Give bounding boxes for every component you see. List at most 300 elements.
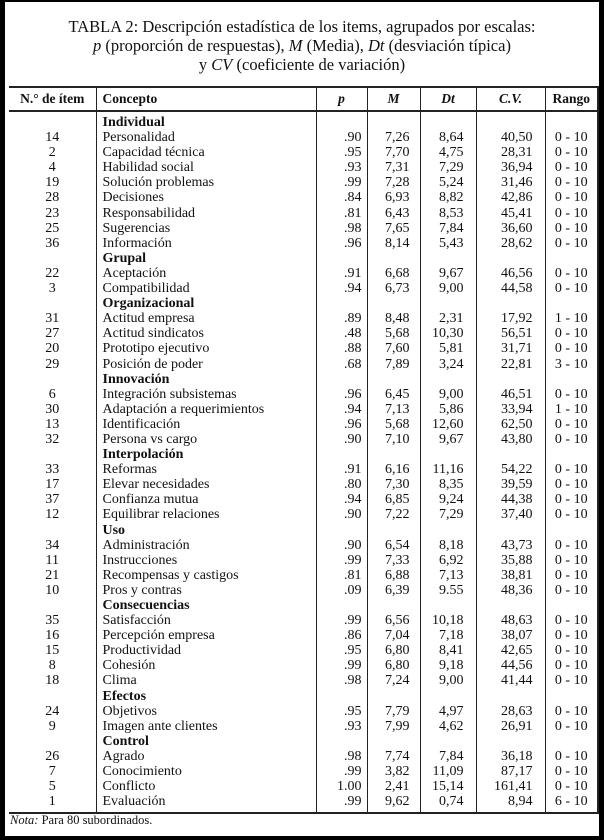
range-cell: 0 - 10 xyxy=(545,206,598,221)
cv-cell: 17,92 xyxy=(476,311,545,326)
mean-cell: 7,74 xyxy=(367,749,420,764)
item-number-cell: 22 xyxy=(9,266,96,281)
empty-cell xyxy=(9,111,96,130)
std-dev-cell: 5,86 xyxy=(420,402,476,417)
table-header-row xyxy=(9,87,598,111)
item-number-cell: 10 xyxy=(9,583,96,598)
std-dev-cell: 9,24 xyxy=(420,492,476,507)
group-header-row xyxy=(9,111,598,130)
p-cell: .93 xyxy=(316,160,367,175)
cv-cell: 44,58 xyxy=(476,281,545,296)
p-cell: .99 xyxy=(316,553,367,568)
group-name: Interpolación xyxy=(96,447,316,462)
table-row xyxy=(9,538,598,553)
concept-cell: Solución problemas xyxy=(96,175,316,190)
item-number-cell: 19 xyxy=(9,175,96,190)
range-cell: 0 - 10 xyxy=(545,281,598,296)
concept-cell: Actitud empresa xyxy=(96,311,316,326)
range-cell: 0 - 10 xyxy=(545,160,598,175)
item-number-cell: 33 xyxy=(9,462,96,477)
p-cell: .90 xyxy=(316,432,367,447)
mean-cell: 7,31 xyxy=(367,160,420,175)
std-dev-cell: 8,53 xyxy=(420,206,476,221)
empty-cell xyxy=(316,734,367,749)
empty-cell xyxy=(545,372,598,387)
group-name: Consecuencias xyxy=(96,598,316,613)
cv-cell: 161,41 xyxy=(476,779,545,794)
empty-cell xyxy=(316,372,367,387)
statistics-table xyxy=(9,86,599,814)
range-cell: 0 - 10 xyxy=(545,583,598,598)
mean-cell: 7,33 xyxy=(367,553,420,568)
cv-cell: 33,94 xyxy=(476,402,545,417)
std-dev-cell: 7,18 xyxy=(420,628,476,643)
table-row xyxy=(9,477,598,492)
empty-cell xyxy=(545,598,598,613)
std-dev-cell: 7,84 xyxy=(420,221,476,236)
table-row xyxy=(9,673,598,688)
p-cell: .88 xyxy=(316,341,367,356)
concept-cell: Confianza mutua xyxy=(96,492,316,507)
caption-cv-desc: (coeficiente de variación) xyxy=(232,55,406,74)
empty-cell xyxy=(476,598,545,613)
mean-cell: 6,80 xyxy=(367,643,420,658)
group-header-row xyxy=(9,251,598,266)
concept-cell: Objetivos xyxy=(96,704,316,719)
std-dev-cell: 8,35 xyxy=(420,477,476,492)
p-cell: .98 xyxy=(316,749,367,764)
p-cell: .96 xyxy=(316,417,367,432)
range-cell: 0 - 10 xyxy=(545,130,598,145)
cv-cell: 40,50 xyxy=(476,130,545,145)
range-cell: 0 - 10 xyxy=(545,145,598,160)
std-dev-cell: 7,13 xyxy=(420,568,476,583)
range-cell: 1 - 10 xyxy=(545,402,598,417)
item-number-cell: 2 xyxy=(9,145,96,160)
mean-cell: 6,45 xyxy=(367,387,420,402)
item-number-cell: 11 xyxy=(9,553,96,568)
header-std-dev: Dt xyxy=(420,87,476,111)
p-cell: .68 xyxy=(316,357,367,372)
concept-cell: Aceptación xyxy=(96,266,316,281)
empty-cell xyxy=(476,251,545,266)
p-cell: .90 xyxy=(316,507,367,522)
header-mean: M xyxy=(367,87,420,111)
table-row xyxy=(9,658,598,673)
empty-cell xyxy=(9,523,96,538)
std-dev-cell: 9,00 xyxy=(420,281,476,296)
mean-cell: 6,73 xyxy=(367,281,420,296)
empty-cell xyxy=(420,296,476,311)
std-dev-cell: 7,29 xyxy=(420,160,476,175)
p-cell: .90 xyxy=(316,538,367,553)
concept-cell: Posición de poder xyxy=(96,357,316,372)
std-dev-cell: 2,31 xyxy=(420,311,476,326)
empty-cell xyxy=(476,372,545,387)
cv-cell: 46,56 xyxy=(476,266,545,281)
cv-cell: 48,63 xyxy=(476,613,545,628)
symbol-cv: CV xyxy=(211,55,233,74)
range-cell: 0 - 10 xyxy=(545,613,598,628)
concept-cell: Habilidad social xyxy=(96,160,316,175)
range-cell: 0 - 10 xyxy=(545,764,598,779)
item-number-cell: 35 xyxy=(9,613,96,628)
table-row xyxy=(9,492,598,507)
range-cell: 0 - 10 xyxy=(545,341,598,356)
item-number-cell: 31 xyxy=(9,311,96,326)
caption-line-1: TABLA 2: Descripción estadística de los items, agrupados por escalas: xyxy=(68,17,536,36)
table-row xyxy=(9,281,598,296)
caption-p-desc: (proporción de respuestas), xyxy=(101,36,289,55)
empty-cell xyxy=(420,689,476,704)
group-header-row xyxy=(9,734,598,749)
cv-cell: 87,17 xyxy=(476,764,545,779)
cv-cell: 36,18 xyxy=(476,749,545,764)
p-cell: .95 xyxy=(316,145,367,160)
empty-cell xyxy=(367,296,420,311)
table-row xyxy=(9,221,598,236)
table-row xyxy=(9,628,598,643)
concept-cell: Recompensas y castigos xyxy=(96,568,316,583)
mean-cell: 6,43 xyxy=(367,206,420,221)
group-header-row xyxy=(9,689,598,704)
std-dev-cell: 9,18 xyxy=(420,658,476,673)
p-cell: .96 xyxy=(316,236,367,251)
concept-cell: Responsabilidad xyxy=(96,206,316,221)
range-cell: 3 - 10 xyxy=(545,357,598,372)
symbol-m: M xyxy=(288,36,303,55)
empty-cell xyxy=(9,251,96,266)
item-number-cell: 25 xyxy=(9,221,96,236)
table-row xyxy=(9,704,598,719)
std-dev-cell: 6,92 xyxy=(420,553,476,568)
empty-cell xyxy=(476,523,545,538)
std-dev-cell: 8,82 xyxy=(420,190,476,205)
cv-cell: 39,59 xyxy=(476,477,545,492)
empty-cell xyxy=(545,296,598,311)
table-row xyxy=(9,553,598,568)
empty-cell xyxy=(9,296,96,311)
empty-cell xyxy=(420,372,476,387)
cv-cell: 62,50 xyxy=(476,417,545,432)
p-cell: .89 xyxy=(316,311,367,326)
empty-cell xyxy=(545,523,598,538)
std-dev-cell: 4,62 xyxy=(420,719,476,734)
std-dev-cell: 5,24 xyxy=(420,175,476,190)
group-header-row xyxy=(9,598,598,613)
empty-cell xyxy=(545,111,598,130)
concept-cell: Persona vs cargo xyxy=(96,432,316,447)
empty-cell xyxy=(367,689,420,704)
item-number-cell: 9 xyxy=(9,719,96,734)
table-row xyxy=(9,130,598,145)
item-number-cell: 29 xyxy=(9,357,96,372)
empty-cell xyxy=(476,689,545,704)
std-dev-cell: 8,64 xyxy=(420,130,476,145)
mean-cell: 6,85 xyxy=(367,492,420,507)
std-dev-cell: 7,84 xyxy=(420,749,476,764)
header-range: Rango xyxy=(545,87,598,111)
group-header-row xyxy=(9,372,598,387)
concept-cell: Reformas xyxy=(96,462,316,477)
empty-cell xyxy=(316,689,367,704)
std-dev-cell: 8,41 xyxy=(420,643,476,658)
empty-cell xyxy=(9,372,96,387)
std-dev-cell: 11,16 xyxy=(420,462,476,477)
empty-cell xyxy=(545,734,598,749)
cv-cell: 46,51 xyxy=(476,387,545,402)
item-number-cell: 34 xyxy=(9,538,96,553)
mean-cell: 8,48 xyxy=(367,311,420,326)
mean-cell: 7,04 xyxy=(367,628,420,643)
range-cell: 0 - 10 xyxy=(545,492,598,507)
mean-cell: 5,68 xyxy=(367,417,420,432)
std-dev-cell: 9,67 xyxy=(420,432,476,447)
table-row xyxy=(9,417,598,432)
p-cell: .94 xyxy=(316,492,367,507)
mean-cell: 6,88 xyxy=(367,568,420,583)
range-cell: 0 - 10 xyxy=(545,779,598,794)
p-cell: .48 xyxy=(316,326,367,341)
concept-cell: Equilibrar relaciones xyxy=(96,507,316,522)
item-number-cell: 28 xyxy=(9,190,96,205)
empty-cell xyxy=(420,447,476,462)
table-row xyxy=(9,160,598,175)
header-concept: Concepto xyxy=(96,87,316,111)
table-row xyxy=(9,613,598,628)
header-p: p xyxy=(316,87,367,111)
mean-cell: 7,60 xyxy=(367,341,420,356)
cv-cell: 35,88 xyxy=(476,553,545,568)
range-cell: 0 - 10 xyxy=(545,477,598,492)
concept-cell: Agrado xyxy=(96,749,316,764)
range-cell: 0 - 10 xyxy=(545,658,598,673)
mean-cell: 7,65 xyxy=(367,221,420,236)
cv-cell: 26,91 xyxy=(476,719,545,734)
empty-cell xyxy=(420,251,476,266)
table-row xyxy=(9,190,598,205)
mean-cell: 6,80 xyxy=(367,658,420,673)
empty-cell xyxy=(367,111,420,130)
table-row xyxy=(9,206,598,221)
mean-cell: 9,62 xyxy=(367,794,420,813)
table-row xyxy=(9,266,598,281)
table-row xyxy=(9,583,598,598)
cv-cell: 28,31 xyxy=(476,145,545,160)
p-cell: .91 xyxy=(316,266,367,281)
std-dev-cell: 15,14 xyxy=(420,779,476,794)
mean-cell: 5,68 xyxy=(367,326,420,341)
item-number-cell: 14 xyxy=(9,130,96,145)
range-cell: 6 - 10 xyxy=(545,794,598,813)
item-number-cell: 4 xyxy=(9,160,96,175)
concept-cell: Sugerencias xyxy=(96,221,316,236)
cv-cell: 43,80 xyxy=(476,432,545,447)
range-cell: 0 - 10 xyxy=(545,387,598,402)
p-cell: .95 xyxy=(316,643,367,658)
mean-cell: 7,26 xyxy=(367,130,420,145)
item-number-cell: 12 xyxy=(9,507,96,522)
item-number-cell: 30 xyxy=(9,402,96,417)
p-cell: .98 xyxy=(316,673,367,688)
cv-cell: 38,07 xyxy=(476,628,545,643)
table-row xyxy=(9,357,598,372)
caption-y: y xyxy=(198,55,212,74)
mean-cell: 6,56 xyxy=(367,613,420,628)
table-row xyxy=(9,311,598,326)
range-cell: 0 - 10 xyxy=(545,432,598,447)
cv-cell: 28,63 xyxy=(476,704,545,719)
cv-cell: 28,62 xyxy=(476,236,545,251)
group-header-row xyxy=(9,296,598,311)
table-row xyxy=(9,719,598,734)
std-dev-cell: 7,29 xyxy=(420,507,476,522)
table-row xyxy=(9,568,598,583)
cv-cell: 36,60 xyxy=(476,221,545,236)
range-cell: 0 - 10 xyxy=(545,221,598,236)
table-row xyxy=(9,794,598,813)
header-cv: C.V. xyxy=(476,87,545,111)
concept-cell: Actitud sindicatos xyxy=(96,326,316,341)
concept-cell: Adaptación a requerimientos xyxy=(96,402,316,417)
table-row xyxy=(9,779,598,794)
cv-cell: 31,46 xyxy=(476,175,545,190)
table-row xyxy=(9,175,598,190)
std-dev-cell: 5,43 xyxy=(420,236,476,251)
range-cell: 0 - 10 xyxy=(545,190,598,205)
empty-cell xyxy=(367,598,420,613)
mean-cell: 7,22 xyxy=(367,507,420,522)
mean-cell: 7,79 xyxy=(367,704,420,719)
cv-cell: 37,40 xyxy=(476,507,545,522)
range-cell: 0 - 10 xyxy=(545,417,598,432)
table-row xyxy=(9,236,598,251)
p-cell: .94 xyxy=(316,281,367,296)
concept-cell: Cohesión xyxy=(96,658,316,673)
concept-cell: Conflicto xyxy=(96,779,316,794)
mean-cell: 3,82 xyxy=(367,764,420,779)
empty-cell xyxy=(420,598,476,613)
concept-cell: Administración xyxy=(96,538,316,553)
range-cell: 0 - 10 xyxy=(545,719,598,734)
table-row xyxy=(9,507,598,522)
std-dev-cell: 0,74 xyxy=(420,794,476,813)
concept-cell: Instrucciones xyxy=(96,553,316,568)
std-dev-cell: 5,81 xyxy=(420,341,476,356)
cv-cell: 41,44 xyxy=(476,673,545,688)
item-number-cell: 16 xyxy=(9,628,96,643)
p-cell: .99 xyxy=(316,175,367,190)
range-cell: 0 - 10 xyxy=(545,326,598,341)
empty-cell xyxy=(9,447,96,462)
table-row xyxy=(9,643,598,658)
mean-cell: 7,10 xyxy=(367,432,420,447)
caption-dt-desc: (desviación típica) xyxy=(384,36,511,55)
item-number-cell: 36 xyxy=(9,236,96,251)
cv-cell: 48,36 xyxy=(476,583,545,598)
empty-cell xyxy=(316,111,367,130)
empty-cell xyxy=(545,689,598,704)
empty-cell xyxy=(9,689,96,704)
item-number-cell: 15 xyxy=(9,643,96,658)
mean-cell: 7,89 xyxy=(367,357,420,372)
std-dev-cell: 9,67 xyxy=(420,266,476,281)
std-dev-cell: 11,09 xyxy=(420,764,476,779)
table-row xyxy=(9,402,598,417)
cv-cell: 44,56 xyxy=(476,658,545,673)
mean-cell: 7,70 xyxy=(367,145,420,160)
mean-cell: 7,30 xyxy=(367,477,420,492)
p-cell: 1.00 xyxy=(316,779,367,794)
range-cell: 0 - 10 xyxy=(545,462,598,477)
empty-cell xyxy=(316,251,367,266)
concept-cell: Compatibilidad xyxy=(96,281,316,296)
group-header-row xyxy=(9,523,598,538)
cv-cell: 8,94 xyxy=(476,794,545,813)
concept-cell: Personalidad xyxy=(96,130,316,145)
item-number-cell: 1 xyxy=(9,794,96,813)
mean-cell: 6,16 xyxy=(367,462,420,477)
table-row xyxy=(9,341,598,356)
std-dev-cell: 3,24 xyxy=(420,357,476,372)
range-cell: 0 - 10 xyxy=(545,538,598,553)
std-dev-cell: 4,97 xyxy=(420,704,476,719)
empty-cell xyxy=(545,251,598,266)
table-row xyxy=(9,145,598,160)
p-cell: .86 xyxy=(316,628,367,643)
concept-cell: Clima xyxy=(96,673,316,688)
mean-cell: 6,68 xyxy=(367,266,420,281)
std-dev-cell: 9,00 xyxy=(420,387,476,402)
table-row xyxy=(9,462,598,477)
range-cell: 0 - 10 xyxy=(545,266,598,281)
p-cell: .93 xyxy=(316,719,367,734)
cv-cell: 44,38 xyxy=(476,492,545,507)
table-row xyxy=(9,387,598,402)
empty-cell xyxy=(316,523,367,538)
table-row xyxy=(9,432,598,447)
p-cell: .90 xyxy=(316,130,367,145)
p-cell: .99 xyxy=(316,613,367,628)
p-cell: .81 xyxy=(316,568,367,583)
header-item-number: N.° de ítem xyxy=(9,87,96,111)
empty-cell xyxy=(545,447,598,462)
empty-cell xyxy=(367,734,420,749)
std-dev-cell: 12,60 xyxy=(420,417,476,432)
p-cell: .81 xyxy=(316,206,367,221)
mean-cell: 8,14 xyxy=(367,236,420,251)
std-dev-cell: 9,00 xyxy=(420,673,476,688)
concept-cell: Prototipo ejecutivo xyxy=(96,341,316,356)
symbol-p: p xyxy=(93,36,102,55)
group-name: Control xyxy=(96,734,316,749)
item-number-cell: 20 xyxy=(9,341,96,356)
group-name: Individual xyxy=(96,111,316,130)
item-number-cell: 27 xyxy=(9,326,96,341)
concept-cell: Capacidad técnica xyxy=(96,145,316,160)
table-row xyxy=(9,749,598,764)
item-number-cell: 18 xyxy=(9,673,96,688)
item-number-cell: 32 xyxy=(9,432,96,447)
table-row xyxy=(9,326,598,341)
concept-cell: Imagen ante clientes xyxy=(96,719,316,734)
std-dev-cell: 8,18 xyxy=(420,538,476,553)
std-dev-cell: 10,30 xyxy=(420,326,476,341)
concept-cell: Integración subsistemas xyxy=(96,387,316,402)
range-cell: 0 - 10 xyxy=(545,553,598,568)
empty-cell xyxy=(367,447,420,462)
group-name: Organizacional xyxy=(96,296,316,311)
